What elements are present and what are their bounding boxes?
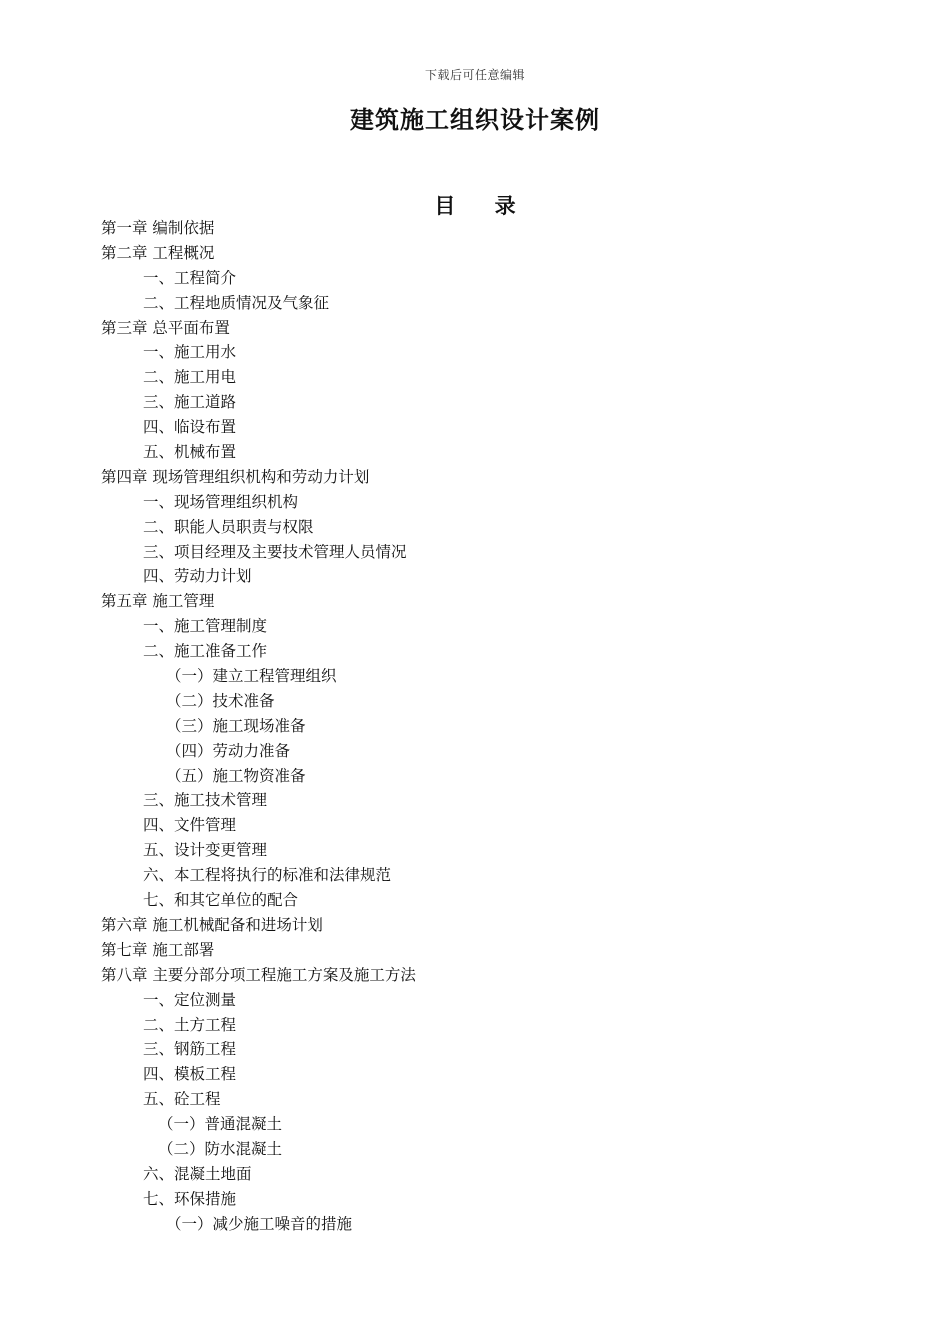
toc-section-entry: 一、施工管理制度 [143,617,268,636]
toc-section-entry: 二、职能人员职责与权限 [143,517,314,536]
toc-chapter-entry: 第四章 现场管理组织机构和劳动力计划 [101,467,370,486]
toc-section-entry: （一）建立工程管理组织 [166,667,337,686]
toc-section-entry: 一、施工用水 [143,343,237,362]
toc-section-entry: （四）劳动力准备 [166,741,291,760]
toc-section-entry: 四、临设布置 [143,418,237,437]
toc-section-entry: 二、施工用电 [143,368,237,387]
toc-section-entry: 五、砼工程 [143,1090,221,1109]
toc-section-entry: 三、项目经理及主要技术管理人员情况 [143,542,407,561]
toc-section-entry: 一、现场管理组织机构 [143,492,299,511]
toc-section-entry: （三）施工现场准备 [166,716,306,735]
toc-section-entry: 七、和其它单位的配合 [143,891,299,910]
document-title: 建筑施工组织设计案例 [350,105,600,134]
toc-section-entry: 三、施工道路 [143,393,237,412]
toc-section-entry: 六、混凝土地面 [143,1164,252,1183]
toc-section-entry: （二）防水混凝土 [158,1139,283,1158]
toc-section-entry: 六、本工程将执行的标准和法律规范 [143,866,392,885]
toc-section-entry: 四、文件管理 [143,816,237,835]
toc-section-entry: 四、模板工程 [143,1065,237,1084]
toc-chapter-entry: 第七章 施工部署 [101,940,215,959]
toc-section-entry: 一、定位测量 [143,990,237,1009]
toc-section-entry: 四、劳动力计划 [143,567,252,586]
toc-section-entry: （一）减少施工噪音的措施 [166,1214,353,1233]
toc-chapter-entry: 第八章 主要分部分项工程施工方案及施工方法 [101,965,416,984]
toc-section-entry: 二、施工准备工作 [143,642,268,661]
toc-section-entry: 三、施工技术管理 [143,791,268,810]
table-of-contents [101,216,861,1237]
toc-section-entry: 二、工程地质情况及气象征 [143,293,330,312]
toc-chapter-entry: 第六章 施工机械配备和进场计划 [101,915,323,934]
toc-section-entry: （五）施工物资准备 [166,766,306,785]
toc-section-entry: 二、土方工程 [143,1015,237,1034]
toc-section-entry: 一、工程简介 [143,268,237,287]
toc-section-entry: 三、钢筋工程 [143,1040,237,1059]
toc-section-entry: 五、机械布置 [143,443,237,462]
toc-section-entry: 七、环保措施 [143,1189,237,1208]
toc-section-entry: （一）普通混凝土 [158,1115,283,1134]
toc-chapter-entry: 第一章 编制依据 [101,219,215,237]
toc-chapter-entry: 第三章 总平面布置 [101,318,230,337]
toc-heading: 目 录 [434,193,532,218]
toc-chapter-entry: 第二章 工程概况 [101,243,215,262]
toc-section-entry: （二）技术准备 [166,691,275,710]
toc-section-entry: 五、设计变更管理 [143,841,268,860]
toc-chapter-entry: 第五章 施工管理 [101,592,215,611]
header-note: 下载后可任意编辑 [424,68,525,82]
